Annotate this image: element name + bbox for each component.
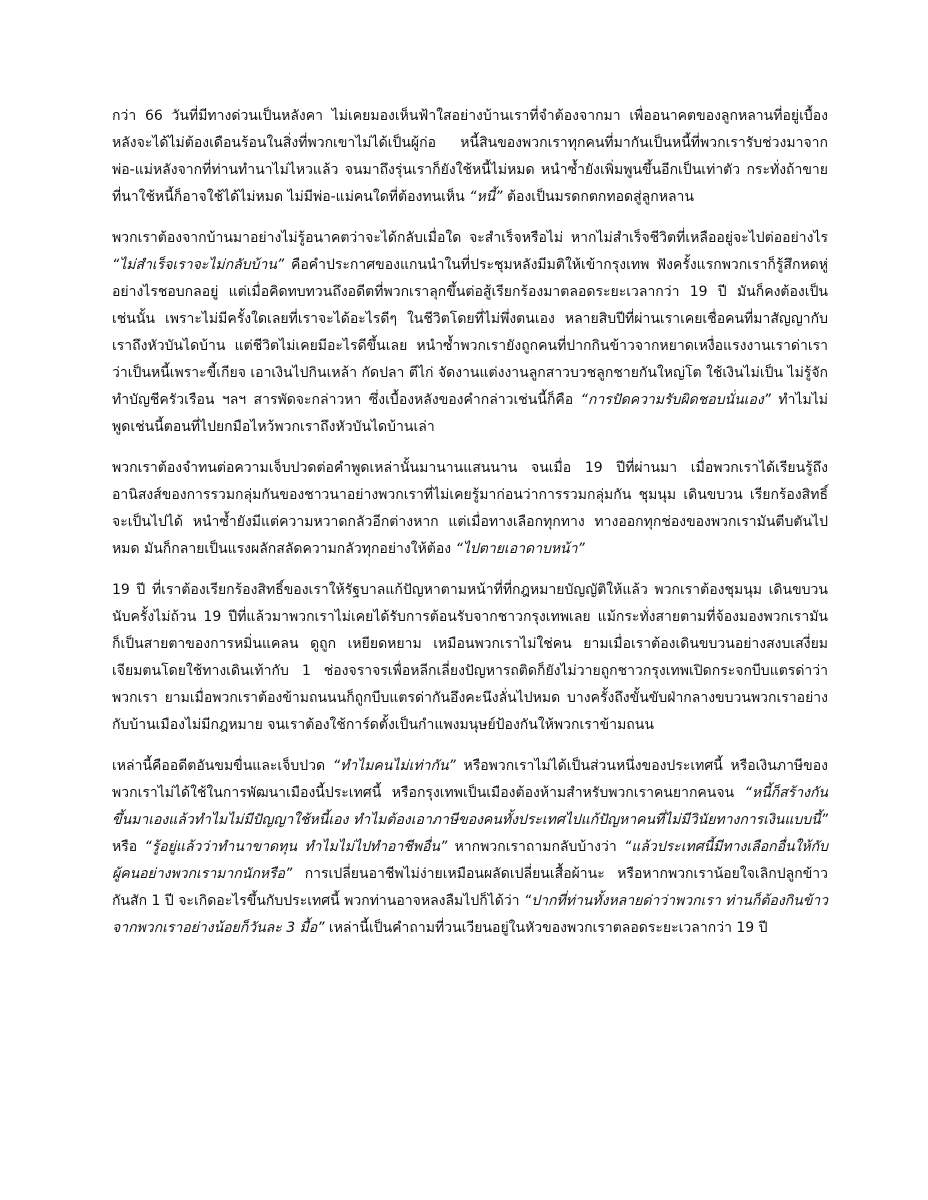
- paragraph-text: 19 ปี ที่เราต้องเรียกร้องสิทธิ์ของเราให้รัฐบาลแก้ปัญหาตามหน้าที่ที่กฎหมายบัญญัติให้แล้ว พวกเราต้องชุมนุม เดินขบวนนับครั้งไม่ถ้วน 19 ปีที่แล้วมาพวกเราไม่เคยได้รับการต้อนรับจากชาวกรุงเทพเลย แม้กระทั่งสายตามที่จ้องมองพวกเรามันก็เป็นสายตาของการหมิ่นแคลน ดูถูก เหยียดหยาม เหมือนพวกเราไม่ใช่คน ยามเมื่อเราต้องเดินขบวนอย่างสงบเสงี่ยมเจียมตนโดยใช้ทางเดินเท้ากับ 1 ช่องจราจรเพื่อหลีกเลี่ยงปัญหารถติดก็ยังไม่วายถูกชาวกรุงเทพเปิดกระจกบีบแตรด่าว่าพวกเรา ยามเมื่อพวกเราต้องข้ามถนนนก็ถูกบีบแตรด่ากันอึงคะนึงลั่นไปหมด บางครั้งถึงขั้นขับฝ่ากลางขบวนพวกเราอย่างกับบ้านเมืองไม่มีกฎหมาย จนเราต้องใช้การ์ดตั้งเป็นกำแพงมนุษย์ป้องกันให้พวกเราข้ามถนน: [112, 582, 828, 733]
- paragraph-4: [112, 577, 828, 739]
- paragraph-3: [112, 455, 828, 563]
- paragraph-text: หรือ: [112, 839, 145, 855]
- paragraph-text: คือคำประกาศของแกนนำในที่ประชุมหลังมีมติให้เข้ากรุงเทพ ฟังครั้งแรกพวกเราก็รู้สึกหดหู่อย่างไรชอบกลอยู่ แต่เมื่อคิดทบทวนถึงอดีตที่พวกเราลุกขึ้นต่อสู้เรียกร้องมาตลอดระยะเวลากว่า 19 ปี มันก็คงต้องเป็นเช่นนั้น เพราะไม่มีครั้งใดเลยที่เราจะได้อะไรดีๆ ในชีวิตโดยที่ไม่พึ่งตนเอง หลายสิบปีที่ผ่านเราเคยเชื่อคนที่มาสัญญากับเราถึงหัวบันไดบ้าน แต่ชีวิตไม่เคยมีอะไรดีขึ้นเลย หนำซ้ำพวกเรายังถูกคนที่ปากกินข้าวจากหยาดเหงื่อแรงงานเราด่าเราว่าเป็นหนี้เพราะขี้เกียจ เอาเงินไปกินเหล้า กัดปลา ตีไก่ จัดงานแต่งงานลูกสาวบวชลูกชายกันใหญ่โต ใช้เงินไม่เป็น ไม่รู้จักทำบัญชีครัวเรือน ฯลฯ สารพัดจะกล่าวหา ซึ่งเบื้องหลังของคำกล่าวเช่นนี้ก็คือ: [112, 257, 828, 408]
- quoted-phrase: “แล้วประเทศนี้มีทางเลือกอื่นให้กับผู้คนอย่างพวกเรามากนักหรือ”: [112, 839, 828, 882]
- quoted-phrase: “ทำไมคนไม่เท่ากัน”: [332, 758, 456, 774]
- quoted-phrase: “รู้อยู่แล้วว่าทำนาขาดทุน ทำไมไม่ไปทำอาชีพอื่น”: [144, 839, 448, 855]
- quoted-phrase: “หนี้ก็สร้างกันขึ้นมาเองแล้วทำไมไม่มีปัญญาใช้หนี้เอง ทำไมต้องเอาภาษีของคนทั้งประเทศไปแก้ปัญหาคนที่ไม่มีวินัยทางการเงินแบบนี้”: [112, 785, 828, 828]
- quoted-phrase: “ไม่สำเร็จเราจะไม่กลับบ้าน”: [112, 257, 285, 273]
- paragraph-text: เหล่านี้คืออดีตอันขมขื่นและเจ็บปวด: [112, 758, 333, 774]
- paragraph-text: หากพวกเราถามกลับบ้างว่า: [447, 839, 625, 855]
- paragraph-text: เหล่านี้เป็นคำถามที่วนเวียนอยู่ในหัวของพวกเราตลอดระยะเวลากว่า 19 ปี: [324, 920, 768, 936]
- paragraph-text: ทำไมไม่พูดเช่นนี้ตอนที่ไปยกมือไหว้พวกเราถึงหัวบันไดบ้านเล่า: [112, 392, 828, 435]
- document-body: [112, 103, 828, 942]
- paragraph-1: [112, 103, 828, 211]
- paragraph-text: การเปลี่ยนอาชีพไม่ง่ายเหมือนผลัดเปลี่ยนเสื้อผ้านะ หรือหากพวกเราน้อยใจเลิกปลูกข้าวกันสัก 1 ปี จะเกิดอะไรขึ้นกับประเทศนี้ พวกท่านอาจหลงลืมไปก็ได้ว่า: [112, 866, 828, 909]
- quoted-phrase: “ไปตายเอาดาบหน้า”: [455, 541, 585, 557]
- paragraph-text: พวกเราต้องจำทนต่อความเจ็บปวดต่อคำพูดเหล่านั้นมานานแสนนาน จนเมื่อ 19 ปีที่ผ่านมา เมื่อพวกเราได้เรียนรู้ถึงอานิสงส์ของการรวมกลุ่มกันของชาวนาอย่างพวกเราที่ไม่เคยรู้มาก่อนว่าการรวมกลุ่มกัน ชุมนุม เดินขบวน เรียกร้องสิทธิ์จะเป็นไปได้ หนำซ้ำยังมีแต่ความหวาดกลัวอีกต่างหาก แต่เมื่อทางเลือกทุกทาง ทางออกทุกช่องของพวกเรามันตีบตันไปหมด มันก็กลายเป็นแรงผลักสลัดความกลัวทุกอย่างให้ต้อง: [112, 460, 828, 557]
- paragraph-5: [112, 753, 828, 942]
- quoted-phrase: “หนี้”: [469, 189, 503, 205]
- paragraph-text: กว่า 66 วันที่มีทางด่วนเป็นหลังคา ไม่เคยมองเห็นฟ้าใสอย่างบ้านเราที่จำต้องจากมา เพื่ออนาคตของลูกหลานที่อยู่เบื้องหลังจะได้ไม่ต้องเดือนร้อนในสิ่งที่พวกเขาไม่ได้เป็นผู้ก่อ หนี้สินของพวกเราทุกคนที่มากันเป็นหนี้ที่พวกเรารับช่วงมาจากพ่อ-แม่หลังจากที่ท่านทำนาไม่ไหวแล้ว จนมาถึงรุ่นเราก็ยังใช้หนี้ไม่หมด หนำซ้ำยังเพิ่มพูนขึ้นอีกเป็นเท่าตัว กระทั่งถ้าขายที่นาใช้หนี้ก็อาจใช้ได้ไม่หมด ไม่มีพ่อ-แม่คนใดที่ต้องทนเห็น: [112, 108, 828, 205]
- paragraph-text: ต้องเป็นมรดกตกทอดสู่ลูกหลาน: [502, 189, 694, 205]
- paragraph-text: พวกเราต้องจากบ้านมาอย่างไม่รู้อนาคตว่าจะได้กลับเมื่อใด จะสำเร็จหรือไม่ หากไม่สำเร็จชีวิตที่เหลืออยู่จะไปต่ออย่างไร: [112, 230, 828, 246]
- paragraph-2: [112, 225, 828, 441]
- quoted-phrase: “การปัดความรับผิดชอบนั่นเอง”: [580, 392, 771, 408]
- quoted-phrase: “ปากที่ท่านทั้งหลายด่าว่าพวกเรา ท่านก็ต้องกินข้าวจากพวกเราอย่างน้อยก็วันละ 3 มื้อ”: [112, 893, 828, 936]
- paragraph-text: หรือพวกเราไม่ได้เป็นส่วนหนึ่งของประเทศนี้ หรือเงินภาษีของพวกเราไม่ได้ใช้ในการพัฒนาเมืองนี้ประเทศนี้ หรือกรุงเทพเป็นเมืองต้องห้ามสำหรับพวกเราคนยากคนจน: [112, 758, 828, 801]
